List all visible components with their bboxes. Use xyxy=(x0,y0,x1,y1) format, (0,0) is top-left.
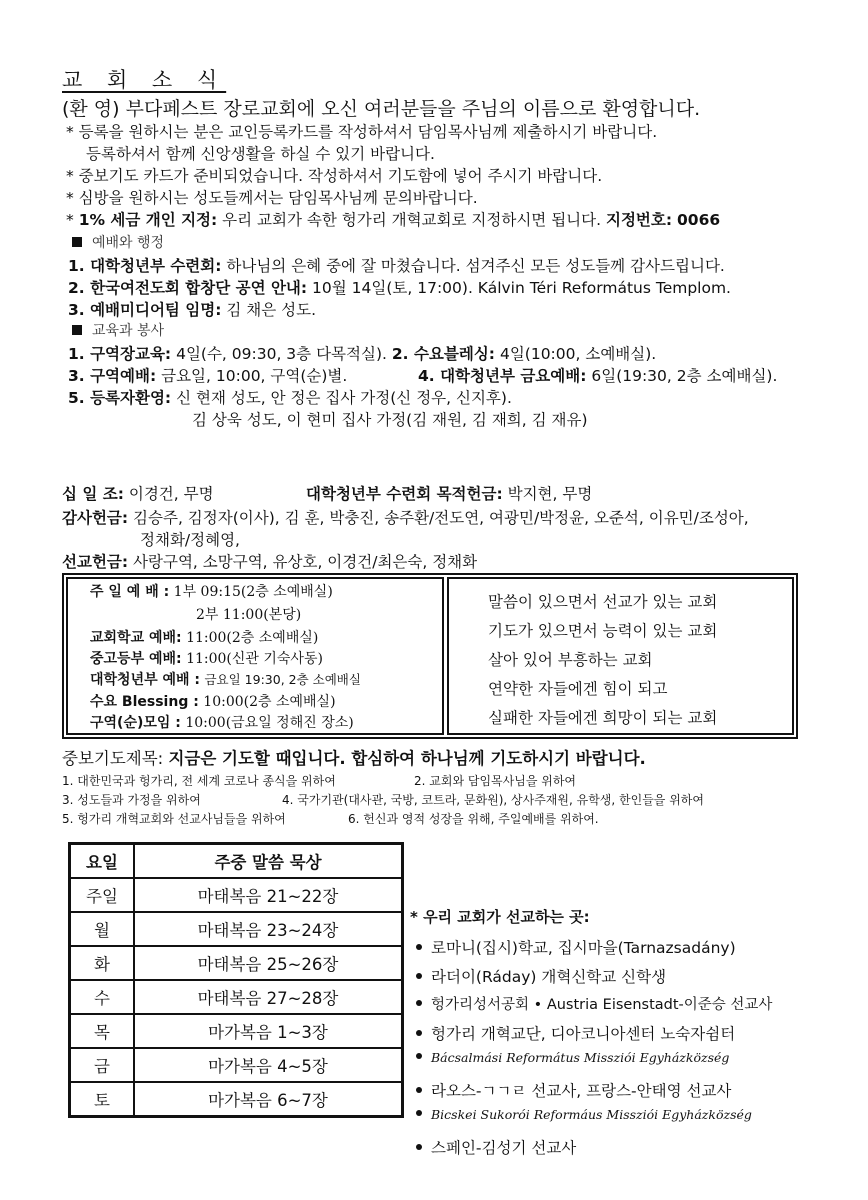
item-label: 3. 구역예배: xyxy=(68,367,157,385)
bullet-icon xyxy=(416,1110,422,1116)
bullet-icon xyxy=(416,973,422,979)
motto-line-2: 기도가 있으면서 능력이 있는 교회 xyxy=(488,622,718,640)
offering-names: 이경건, 무명 xyxy=(128,485,214,503)
list-item xyxy=(410,993,772,1022)
education-row-3 xyxy=(68,386,512,408)
item-text: 10월 14일(토, 17:00). Kálvin Téri Református Templom. xyxy=(312,279,731,297)
list-item xyxy=(410,1050,772,1079)
table-row xyxy=(70,980,403,1014)
table-cell-day: 목 xyxy=(70,1014,135,1048)
section-heading-text: 예배와 행정 xyxy=(92,235,165,251)
prayer-item-2: 2. 교회와 담임목사님을 위하여 xyxy=(414,774,576,788)
tax-text: 우리 교회가 속한 헝가리 개혁교회로 지정하시면 됩니다. xyxy=(222,211,602,229)
list-item-text: Bácsalmási Református Missziói Egyházközség xyxy=(431,1050,730,1065)
bullet-icon xyxy=(416,944,422,950)
schedule-youth xyxy=(90,648,323,668)
list-item-text: 스페인-김성기 선교사 xyxy=(431,1138,577,1157)
list-item-text: Bicskei Sukorói Reformáus Missziói Egyházközség xyxy=(431,1107,752,1122)
bullet-icon xyxy=(416,1087,422,1093)
schedule-cell xyxy=(90,712,354,732)
table-row xyxy=(70,1048,403,1082)
square-bullet-icon xyxy=(72,325,82,335)
section-heading-worship xyxy=(72,232,164,252)
table-row xyxy=(70,878,403,912)
schedule-label: 구역(순)모임 : xyxy=(90,715,181,731)
table-cell-reading: 마가복음 4~5장 xyxy=(134,1048,403,1082)
education-row-2a xyxy=(68,364,347,386)
list-item xyxy=(410,1079,772,1108)
prayer-item-3: 3. 성도들과 가정을 위하여 xyxy=(62,793,201,807)
motto-line-5: 실패한 자들에겐 희망이 되는 교회 xyxy=(488,709,718,727)
notice-registration: * 등록을 원하시는 분은 교인등록카드를 작성하셔서 담임목사님께 제출하시기 바랍니다. xyxy=(66,123,658,141)
prayer-label: 중보기도제목: xyxy=(62,749,164,768)
schedule-label: 주 일 예 배 : xyxy=(90,584,170,600)
notice-registration-cont: 등록하셔서 함께 신앙생활을 하실 수 있기 바랍니다. xyxy=(86,145,435,163)
schedule-wednesday xyxy=(90,691,336,711)
item-label: 4. 대학청년부 금요예배: xyxy=(418,367,587,385)
item-text: 4일(10:00, 소예배실). xyxy=(499,345,657,363)
bullet-icon xyxy=(416,1053,422,1059)
education-row-2b xyxy=(418,364,777,386)
list-item-text: 라오스-ㄱㄱㄹ 선교사, 프랑스-안태영 선교사 xyxy=(431,1081,732,1100)
mission-heading: * 우리 교회가 선교하는 곳: xyxy=(410,908,590,926)
prayer-item-1: 1. 대한민국과 헝가리, 전 세계 코로나 종식을 위하여 xyxy=(62,774,336,788)
schedule-value: 10:00(금요일 정해진 장소) xyxy=(185,715,354,731)
offering-thanks xyxy=(62,506,749,528)
table-cell-reading: 마태복음 23~24장 xyxy=(134,912,403,946)
schedule-label: 교회학교 예배: xyxy=(90,630,182,646)
notice-prayer-card: * 중보기도 카드가 준비되었습니다. 작성하셔서 기도함에 넣어 주시기 바랍니다. xyxy=(66,167,603,185)
prayer-item-5: 5. 헝가리 개혁교회와 선교사님들을 위하여 xyxy=(62,812,286,826)
list-item xyxy=(410,1107,772,1136)
tax-bullet: * xyxy=(66,211,74,229)
bullet-icon xyxy=(416,1144,422,1150)
offering-label: 십 일 조: xyxy=(62,485,124,503)
offering-names: 박지현, 무명 xyxy=(507,485,593,503)
item-label: 3. 예배미디어팀 임명: xyxy=(68,301,222,319)
list-item xyxy=(410,1022,772,1051)
tax-code: 0066 xyxy=(677,211,721,229)
list-item xyxy=(410,1136,772,1165)
schedule-value: 1부 09:15(2층 소예배실) xyxy=(173,584,333,600)
table-row xyxy=(70,1082,403,1117)
item-label: 1. 대학청년부 수련회: xyxy=(68,257,222,275)
motto-line-1: 말씀이 있으면서 선교가 있는 교회 xyxy=(488,593,718,611)
prayer-item-6: 6. 헌신과 영적 성장을 위해, 주일예배를 위하여. xyxy=(348,812,599,826)
table-cell-reading: 마태복음 27~28장 xyxy=(134,980,403,1014)
section-heading-text: 교육과 봉사 xyxy=(92,323,165,339)
table-header-reading: 주중 말씀 묵상 xyxy=(134,844,403,879)
offering-names: 사랑구역, 소망구역, 유상호, 이경건/최은숙, 정채화 xyxy=(133,553,478,571)
table-cell-day: 화 xyxy=(70,946,135,980)
motto-line-3: 살아 있어 부흥하는 교회 xyxy=(488,651,653,669)
table-cell-reading: 마태복음 25~26장 xyxy=(134,946,403,980)
motto-line-4: 연약한 자들에겐 힘이 되고 xyxy=(488,680,668,698)
education-row-1 xyxy=(68,342,656,364)
schedule-sunday xyxy=(90,581,333,601)
table-cell-day: 주일 xyxy=(70,878,135,912)
prayer-item-4: 4. 국가기관(대사관, 국방, 코트라, 문화원), 상사주재원, 유학생, 한인들을 위하여 xyxy=(282,793,704,807)
table-cell-reading: 마태복음 21~22장 xyxy=(134,878,403,912)
offering-thanks-cont: 정채화/정혜영, xyxy=(140,531,240,549)
schedule-sunday-2: 2부 11:00(본당) xyxy=(196,607,302,623)
item-label: 2. 한국여전도회 합창단 공연 안내: xyxy=(68,279,308,297)
table-cell-day: 금 xyxy=(70,1048,135,1082)
list-item-text: 로마니(집시)학교, 집시마을(Tarnazsadány) xyxy=(431,939,736,957)
welcome-message: (환 영) 부다페스트 장로교회에 오신 여러분들을 주님의 이름으로 환영합니다. xyxy=(62,98,701,120)
prayer-heading xyxy=(62,745,646,769)
offering-label: 선교헌금: xyxy=(62,553,129,571)
list-item-text: 라더이(Ráday) 개혁신학교 신학생 xyxy=(431,967,667,986)
offering-retreat xyxy=(306,482,592,504)
weekly-reading-table xyxy=(68,842,404,1118)
item-label: 1. 구역장교육: xyxy=(68,345,172,363)
table-cell-reading: 마가복음 1~3장 xyxy=(134,1014,403,1048)
item-text: 4일(수, 09:30, 3층 다목적실). xyxy=(176,345,387,363)
offering-names: 김승주, 김정자(이사), 김 훈, 박충진, 송주환/전도연, 여광민/박정윤, 오준석, 이유민/조성아, xyxy=(133,509,749,527)
item-label: 2. 수요블레싱: xyxy=(391,345,496,363)
schedule-college xyxy=(90,669,361,689)
table-cell-day: 수 xyxy=(70,980,135,1014)
worship-item-3 xyxy=(68,298,316,320)
worship-item-1 xyxy=(68,254,725,276)
table-cell-reading: 마가복음 6~7장 xyxy=(134,1082,403,1117)
bullet-icon xyxy=(416,1000,422,1006)
offering-label: 대학청년부 수련회 목적헌금: xyxy=(306,485,503,503)
table-row xyxy=(70,912,403,946)
item-text: 6일(19:30, 2층 소예배실). xyxy=(591,367,778,385)
table-cell-day: 토 xyxy=(70,1082,135,1117)
offering-tithe xyxy=(62,482,214,504)
schedule-value: 11:00(2층 소예배실) xyxy=(186,630,319,646)
offering-label: 감사헌금: xyxy=(62,509,129,527)
item-text: 금요일, 10:00, 구역(순)별. xyxy=(161,367,348,385)
notice-visitation: * 심방을 원하시는 성도들께서는 담임목사님께 문의바랍니다. xyxy=(66,189,478,207)
item-text: 하나님의 은혜 중에 잘 마쳤습니다. 섬겨주신 모든 성도들께 감사드립니다. xyxy=(226,257,725,275)
section-heading-education xyxy=(72,320,164,340)
table-row xyxy=(70,946,403,980)
item-text: 신 현재 성도, 안 정은 집사 가정(신 정우, 신지후). xyxy=(176,389,512,407)
schedule-value: 10:00(2층 소예배실) xyxy=(203,694,336,710)
list-item xyxy=(410,936,772,965)
schedule-label: 대학청년부 예배 : xyxy=(90,672,201,688)
schedule-value: 11:00(신관 기숙사동) xyxy=(186,651,323,667)
education-row-4: 김 상욱 성도, 이 현미 집사 가정(김 재원, 김 재희, 김 재유) xyxy=(192,411,588,429)
table-header-row xyxy=(70,844,403,879)
offering-mission xyxy=(62,550,477,572)
tax-label: 1% 세금 개인 지정: xyxy=(78,211,218,229)
mission-list xyxy=(410,906,772,1164)
schedule-label: 수요 Blessing : xyxy=(90,694,199,710)
worship-item-2 xyxy=(68,276,731,298)
list-item xyxy=(410,965,772,994)
table-header-day: 요일 xyxy=(70,844,135,879)
schedule-label: 중고등부 예배: xyxy=(90,651,182,667)
schedule-school xyxy=(90,627,318,647)
page-title: 교 회 소 식 xyxy=(62,68,227,92)
item-label: 5. 등록자환영: xyxy=(68,389,172,407)
notice-tax xyxy=(66,208,720,230)
table-cell-day: 월 xyxy=(70,912,135,946)
prayer-headline: 지금은 기도할 때입니다. 합심하여 하나님께 기도하시기 바랍니다. xyxy=(168,749,646,768)
bullet-icon xyxy=(416,1030,422,1036)
list-item-text: 헝가리성서공회 • Austria Eisenstadt-이준승 선교사 xyxy=(431,997,773,1013)
table-row xyxy=(70,1014,403,1048)
list-item-text: 헝가리 개혁교단, 디아코니아센터 노숙자쉼터 xyxy=(431,1024,736,1043)
schedule-value: 금요일 19:30, 2층 소예배실 xyxy=(204,672,361,687)
tax-code-label: 지정번호: xyxy=(605,211,673,229)
item-text: 김 채은 성도. xyxy=(226,301,317,319)
square-bullet-icon xyxy=(72,237,82,247)
